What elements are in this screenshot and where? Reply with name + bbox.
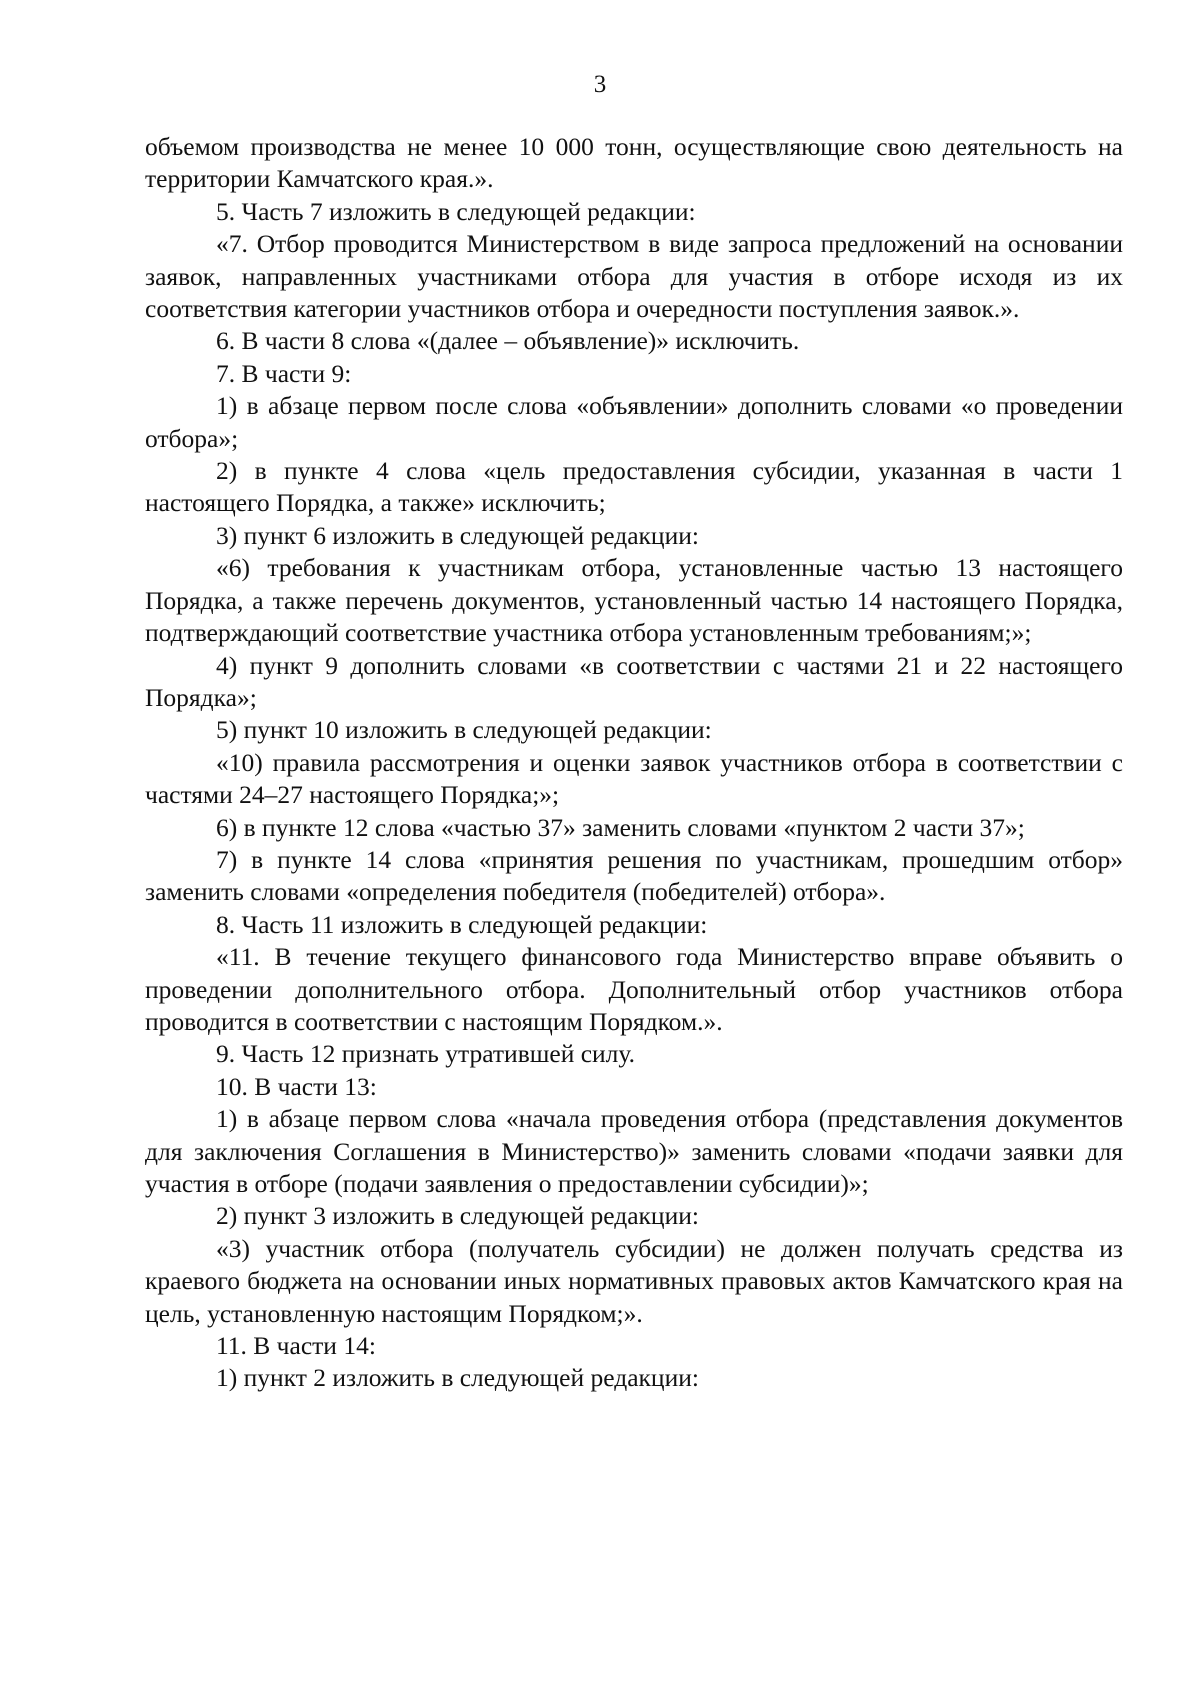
paragraph: 1) пункт 2 изложить в следующей редакции: — [216, 1363, 699, 1393]
paragraph: «6) требования к участникам отбора, установленные частью 13 настоящего Порядка, а также перечень документов, установленный частью 14 настоящего Порядка, подтверждающий соответствие участника отбора установленным требованиям;»; — [145, 553, 1123, 648]
paragraph: 11. В части 14: — [216, 1331, 376, 1361]
paragraph: «3) участник отбора (получатель субсидии) не должен получать средства из краевого бюджета на основании иных нормативных правовых актов Камчатского края на цель, установленную настоящим Порядком;». — [145, 1233, 1123, 1328]
paragraph: 1) в абзаце первом после слова «объявлении» дополнить словами «о проведении отбора»; — [145, 391, 1123, 453]
paragraph: 8. Часть 11 изложить в следующей редакции: — [216, 909, 708, 939]
paragraph: 2) пункт 3 изложить в следующей редакции: — [216, 1201, 699, 1231]
paragraph: 9. Часть 12 признать утратившей силу. — [216, 1039, 635, 1069]
paragraph: 1) в абзаце первом слова «начала проведения отбора (представления документов для заключения Соглашения в Министерство)» заменить словами «подачи заявки для участия в отборе (подачи заявления о предоставлении субсидии)»; — [145, 1104, 1123, 1198]
paragraph: 6. В части 8 слова «(далее – объявление)» исключить. — [216, 326, 800, 356]
paragraph: «10) правила рассмотрения и оценки заявок участников отбора в соответствии с частями 24–27 настоящего Порядка;»; — [145, 747, 1123, 810]
paragraph: 3) пункт 6 изложить в следующей редакции: — [216, 520, 699, 550]
paragraph: 5) пункт 10 изложить в следующей редакции: — [216, 715, 712, 745]
paragraph: 5. Часть 7 изложить в следующей редакции: — [216, 196, 696, 226]
document-body — [145, 131, 1123, 1395]
paragraph: «11. В течение текущего финансового года Министерство вправе объявить о проведении дополнительного отбора. Дополнительный отбор участников отбора проводится в соответствии с настоящим Порядком.». — [145, 942, 1123, 1036]
paragraph: 10. В части 13: — [216, 1071, 377, 1101]
paragraph: 7. В части 9: — [216, 358, 352, 388]
paragraph: объемом производства не менее 10 000 тонн, осуществляющие свою деятельность на территории Камчатского края.». — [145, 132, 1123, 194]
page-number: 3 — [593, 71, 607, 98]
paragraph: 7) в пункте 14 слова «принятия решения по участникам, прошедшим отбор» заменить словами «определения победителя (победителей) отбора». — [145, 844, 1123, 907]
paragraph: 4) пункт 9 дополнить словами «в соответствии с частями 21 и 22 настоящего Порядка»; — [145, 650, 1123, 712]
paragraph: «7. Отбор проводится Министерством в виде запроса предложений на основании заявок, направленных участниками отбора для участия в отборе исходя из их соответствия категории участников отбора и очередности поступления заявок.». — [145, 229, 1123, 324]
paragraph: 2) в пункте 4 слова «цель предоставления субсидии, указанная в части 1 настоящего Порядка, а также» исключить; — [145, 456, 1123, 518]
paragraph: 6) в пункте 12 слова «частью 37» заменить словами «пунктом 2 части 37»; — [216, 812, 1025, 842]
